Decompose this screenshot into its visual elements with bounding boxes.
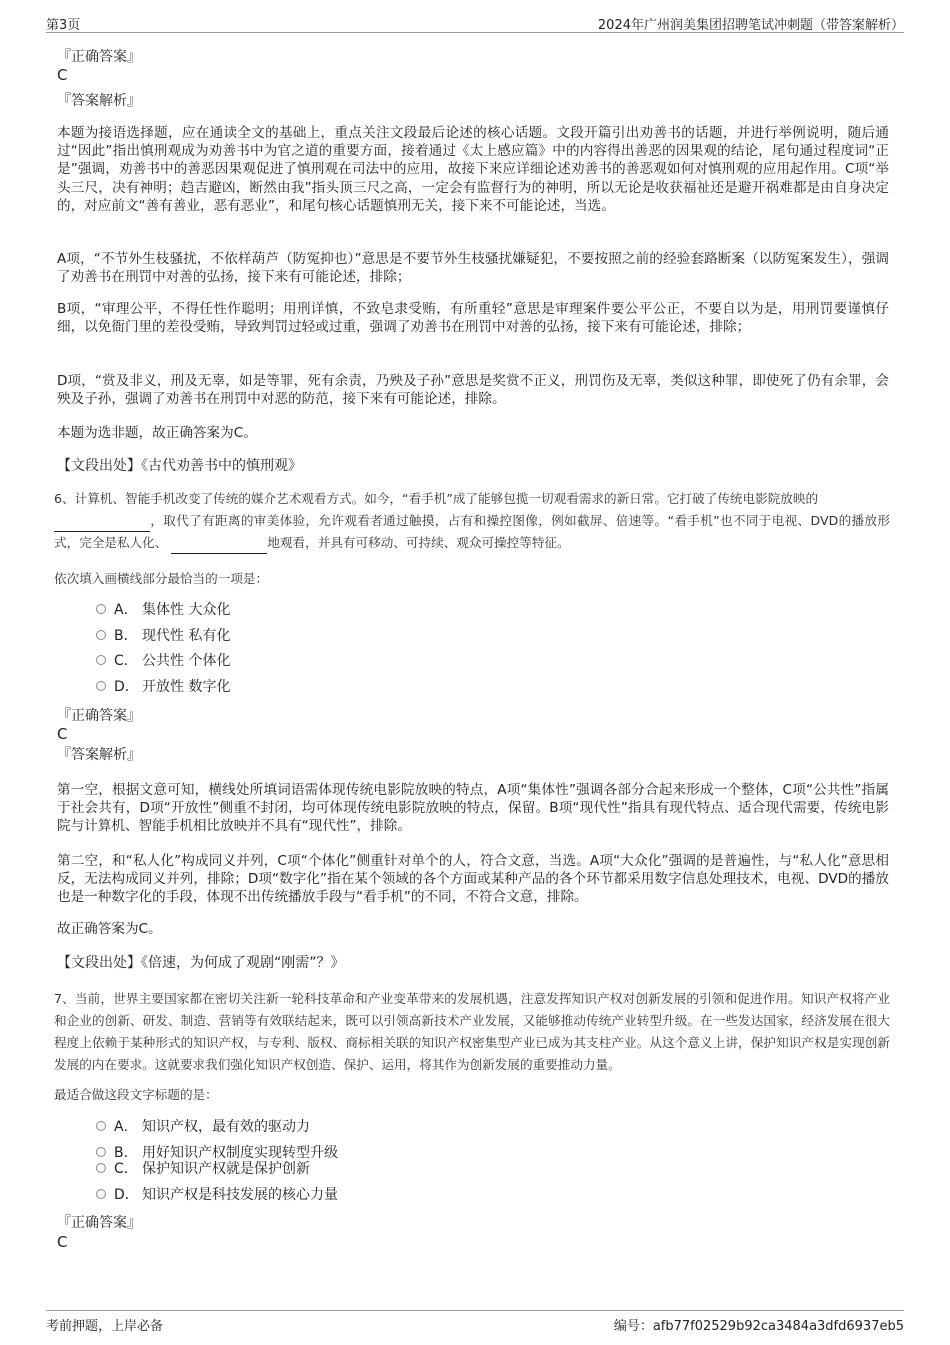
document-code: 编号：afb77f02529b92ca3484a3dfd6937eb5	[613, 1319, 904, 1334]
option-letter: D．	[114, 1187, 139, 1203]
radio-button-icon[interactable]	[96, 604, 106, 614]
option-text: 用好知识产权制度实现转型升级	[142, 1145, 338, 1161]
page-footer	[46, 1310, 904, 1333]
question-stem: 7、当前，世界主要国家都在密切关注新一轮科技革命和产业变革带来的发展机遇，注意发挥知识产权对创新发展的引领和促进作用。知识产权将产业和企业的创新、研发、制造、营销等有效联结起来，既可以引领高新技术产业发展，又能够推动传统产业转型升级。在一些发达国家，经济发展在很大程度上依赖于某种形式的知识产权，与专利、版权、商标相关联的知识产权密集型产业已成为其支柱产业。从这个意义上讲，保护知识产权是实现创新发展的内在要求。这就要求我们强化知识产权创造、保护、运用，将其作为创新发展的重要推动力量。	[54, 991, 890, 1072]
radio-button-icon[interactable]	[96, 1121, 106, 1131]
option-d[interactable]	[96, 1185, 338, 1205]
option-text: 知识产权是科技发展的核心力量	[142, 1187, 338, 1203]
answer-value: C	[57, 725, 68, 743]
analysis-conclusion: 本题为选非题，故正确答案为C。	[57, 425, 257, 441]
fill-blank	[54, 517, 150, 532]
answer-value: C	[57, 1233, 68, 1251]
radio-button-icon[interactable]	[96, 630, 106, 640]
option-letter: D．	[114, 679, 139, 695]
analysis-label: 『答案解析』	[57, 747, 141, 763]
question-stem	[54, 488, 890, 554]
radio-button-icon[interactable]	[96, 681, 106, 691]
page-number: 第3页	[46, 18, 81, 33]
option-text: 公共性 个体化	[142, 653, 231, 669]
stem-part: 6、计算机、智能手机改变了传统的媒介艺术观看方式。如今，“看手机”成了能够包揽一切观看需求的新日常。它打破了传统电影院放映的	[54, 491, 819, 506]
option-letter: C．	[114, 1161, 138, 1177]
source-citation: 【文段出处】《倍速，为何成了观剧“刚需”？》	[57, 955, 345, 971]
radio-button-icon[interactable]	[96, 1147, 106, 1157]
stem-part: ，取代了有距离的审美体验，允许观看者通过触摸，占有和操控图像，例如截屏、倍速等。“看手机”也不同于电视、DVD的播放形式，完全是私人化、	[54, 513, 890, 550]
option-letter: B．	[114, 628, 138, 644]
option-text: 开放性 数字化	[142, 679, 231, 695]
footer-slogan: 考前押题，上岸必备	[46, 1319, 164, 1334]
stem-part: 地观看，并具有可移动、可持续、观众可操控等特征。	[267, 535, 570, 550]
option-text: 现代性 私有化	[142, 628, 231, 644]
answer-label: 『正确答案』	[57, 1215, 141, 1231]
fill-blank	[171, 539, 267, 554]
option-c[interactable]	[96, 1159, 310, 1179]
option-d[interactable]	[96, 677, 230, 697]
option-text: 知识产权，最有效的驱动力	[142, 1119, 310, 1135]
option-text: 保护知识产权就是保护创新	[142, 1161, 310, 1177]
option-text: 集体性 大众化	[142, 602, 231, 618]
option-letter: A．	[114, 1119, 138, 1135]
analysis-label: 『答案解析』	[57, 93, 141, 109]
answer-value: C	[57, 66, 68, 84]
option-a[interactable]	[96, 600, 230, 620]
analysis-paragraph: 本题为接语选择题，应在通读全文的基础上，重点关注文段最后论述的核心话题。文段开篇引出劝善书的话题，并进行举例说明，随后通过“因此”指出慎刑观成为劝善书中为官之道的重要方面，接着通过《太上感应篇》中的内容得出善恶的因果观的结论，尾句通过程度词“正是”强调，劝善书中的善恶因果观促进了慎刑观在司法中的应用，故接下来应详细论述劝善书的善恶观如何对慎刑观的应用起作用。C项“举头三尺，决有神明；趋吉避凶，断然由我”指头顶三尺之高，一定会有监督行为的神明，所以无论是收获福祉还是避开祸难都是由自身决定的，对应前文“善有善业，恶有恶业”，和尾句核心话题慎刑无关，接下来不可能论述，当选。	[57, 125, 889, 214]
analysis-paragraph: B项，“审理公平，不得任性作聪明；用刑详慎，不致皂隶受贿，有所重轻”意思是审理案件要公平公正，不要自以为是，用刑罚要谨慎仔细，以免衙门里的差役受贿，导致判罚过轻或过重，强调了劝善书在刑罚中对善的弘扬，接下来有可能论述，排除；	[57, 301, 889, 336]
analysis-paragraph: 第一空，根据文意可知，横线处所填词语需体现传统电影院放映的特点，A项“集体性”强调各部分合起来形成一个整体，C项“公共性”指属于社会共有，D项“开放性”侧重不封闭，均可体现传统电影院放映的特点，保留。B项“现代性”指具有现代特点、适合现代需要，传统电影院与计算机、智能手机相比放映并不具有“现代性”，排除。	[57, 782, 889, 835]
analysis-paragraph: D项，“赏及非义，刑及无辜，如是等罪，死有余责，乃殃及子孙”意思是奖赏不正义，刑罚伤及无辜，类似这种罪，即使死了仍有余罪，会殃及子孙，强调了劝善书在刑罚中对恶的防范，接下来有可能论述，排除。	[57, 373, 889, 408]
option-letter: C．	[114, 653, 138, 669]
analysis-paragraph: A项，“不节外生枝骚扰，不依样葫芦（防冤抑也）”意思是不要节外生枝骚扰嫌疑犯，不要按照之前的经验套路断案（以防冤案发生），强调了劝善书在刑罚中对善的弘扬，接下来有可能论述，排除；	[57, 251, 889, 286]
document-title: 2024年广州润美集团招聘笔试冲刺题（带答案解析）	[597, 18, 904, 33]
option-letter: A．	[114, 602, 138, 618]
radio-button-icon[interactable]	[96, 655, 106, 665]
question-prompt: 依次填入画横线部分最恰当的一项是：	[54, 571, 269, 586]
page-header	[46, 12, 904, 33]
source-citation: 【文段出处】《古代劝善书中的慎刑观》	[57, 458, 302, 474]
analysis-conclusion: 故正确答案为C。	[57, 921, 162, 937]
analysis-paragraph: 第二空，和“私人化”构成同义并列，C项“个体化”侧重针对单个的人，符合文意，当选。A项“大众化”强调的是普遍性，与“私人化”意思相反，无法构成同义并列，排除；D项“数字化”指在某个领域的各个方面或某种产品的各个环节都采用数字信息处理技术，电视、DVD的播放也是一种数字化的手段，体现不出传统播放手段与“看手机”的不同，不符合文意，排除。	[57, 853, 889, 906]
option-a[interactable]	[96, 1117, 310, 1137]
answer-label: 『正确答案』	[57, 708, 141, 724]
option-c[interactable]	[96, 651, 230, 671]
radio-button-icon[interactable]	[96, 1163, 106, 1173]
question-prompt: 最适合做这段文字标题的是：	[54, 1087, 218, 1102]
radio-button-icon[interactable]	[96, 1189, 106, 1199]
option-letter: B．	[114, 1145, 138, 1161]
option-b[interactable]	[96, 626, 230, 646]
answer-label: 『正确答案』	[57, 49, 141, 65]
